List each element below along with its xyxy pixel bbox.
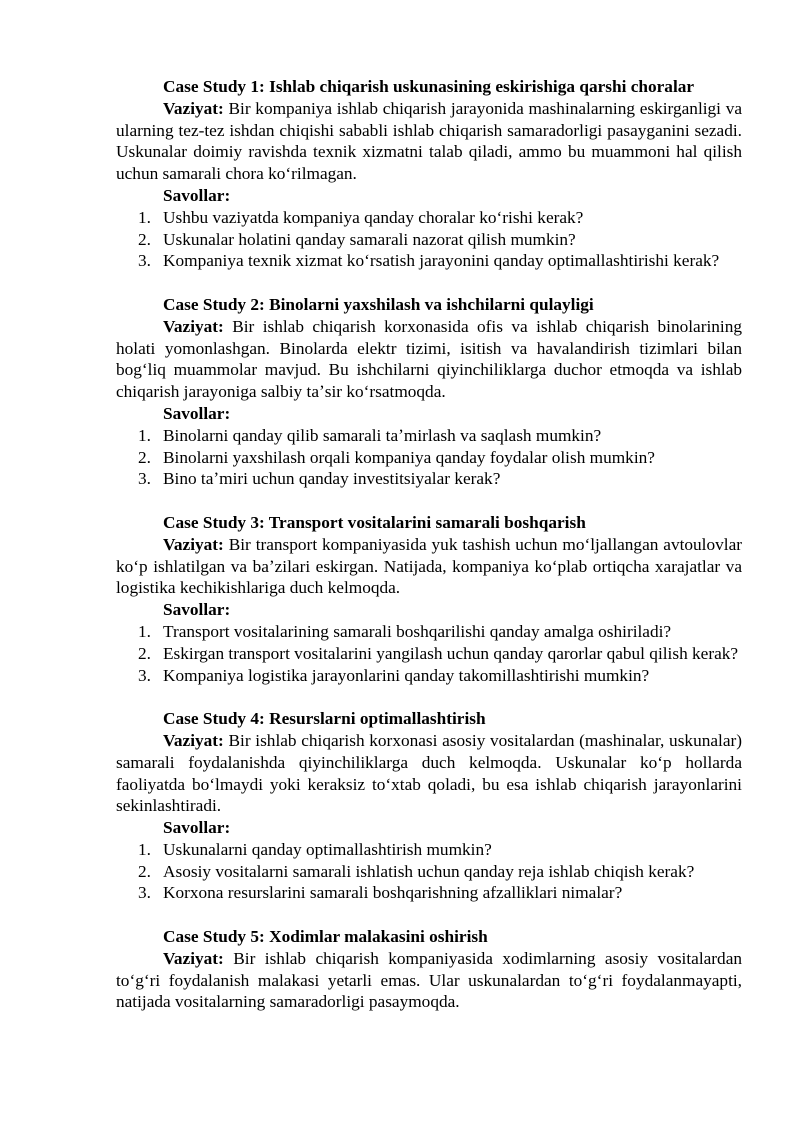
- question-number: 1.: [138, 207, 151, 227]
- situation-label: Vaziyat:: [163, 948, 224, 968]
- question-item: [116, 229, 742, 251]
- question-number: 2.: [138, 229, 151, 249]
- questions-label: Savollar:: [163, 818, 231, 838]
- document-page: [116, 76, 742, 1013]
- case-study-1: [116, 76, 742, 272]
- question-text: Binolarni qanday qilib samarali taʼmirlash va saqlash mumkin?: [163, 425, 602, 445]
- question-item: [116, 207, 742, 229]
- question-text: Asosiy vositalarni samarali ishlatish uchun qanday reja ishlab chiqish kerak?: [163, 861, 695, 881]
- case-study-2: [116, 294, 742, 490]
- case-study-title: Case Study 4: Resurslarni optimallashtirish: [163, 709, 486, 729]
- case-situation: [116, 316, 742, 403]
- question-item: [116, 621, 742, 643]
- case-situation: [116, 730, 742, 817]
- situation-label: Vaziyat:: [163, 534, 224, 554]
- question-number: 1.: [138, 425, 151, 445]
- questions-label: Savollar:: [163, 600, 231, 620]
- question-item: [116, 643, 742, 665]
- case-study-title: Case Study 3: Transport vositalarini samarali boshqarish: [163, 512, 586, 532]
- situation-text: Bir ishlab chiqarish kompaniyasida xodimlarning asosiy vositalardan toʻgʻri foydalanish malakasi yetarli emas. Ular uskunalardan toʻgʻri foydalanmayapti, natijada vositalarning samaradorligi pasaymoqda.: [116, 948, 743, 1012]
- question-item: [116, 468, 742, 490]
- question-item: [116, 447, 742, 469]
- question-text: Ushbu vaziyatda kompaniya qanday choralar koʻrishi kerak?: [163, 207, 584, 227]
- question-item: [116, 861, 742, 883]
- question-number: 3.: [138, 665, 151, 685]
- question-text: Kompaniya logistika jarayonlarini qanday takomillashtirishi mumkin?: [163, 665, 650, 685]
- question-text: Bino taʼmiri uchun qanday investitsiyalar kerak?: [163, 469, 501, 489]
- questions-list: [116, 207, 742, 272]
- case-study-5: [116, 926, 742, 1013]
- question-text: Transport vositalarining samarali boshqarilishi qanday amalga oshiriladi?: [163, 621, 672, 641]
- question-number: 3.: [138, 883, 151, 903]
- question-text: Uskunalar holatini qanday samarali nazorat qilish mumkin?: [163, 229, 576, 249]
- case-situation: [116, 948, 742, 1013]
- question-item: [116, 665, 742, 687]
- case-study-3: [116, 512, 742, 686]
- question-number: 2.: [138, 861, 151, 881]
- question-number: 1.: [138, 839, 151, 859]
- question-number: 1.: [138, 621, 151, 641]
- question-number: 2.: [138, 447, 151, 467]
- case-study-title: Case Study 1: Ishlab chiqarish uskunasining eskirishiga qarshi choralar: [163, 77, 695, 96]
- question-text: Korxona resurslarini samarali boshqarishning afzalliklari nimalar?: [163, 883, 623, 903]
- question-item: [116, 425, 742, 447]
- questions-list: [116, 425, 742, 490]
- case-study-title: Case Study 2: Binolarni yaxshilash va ishchilarni qulayligi: [163, 294, 594, 314]
- case-study-4: [116, 708, 742, 904]
- question-number: 3.: [138, 469, 151, 489]
- question-text: Eskirgan transport vositalarini yangilash uchun qanday qarorlar qabul qilish kerak?: [163, 643, 739, 663]
- situation-label: Vaziyat:: [163, 316, 224, 336]
- question-item: [116, 882, 742, 904]
- question-text: Kompaniya texnik xizmat koʻrsatish jarayonini qanday optimallashtirishi kerak?: [163, 251, 720, 271]
- questions-label: Savollar:: [163, 403, 231, 423]
- question-text: Binolarni yaxshilash orqali kompaniya qanday foydalar olish mumkin?: [163, 447, 655, 467]
- question-item: [116, 250, 742, 272]
- case-situation: [116, 98, 742, 185]
- questions-label: Savollar:: [163, 185, 231, 205]
- question-item: [116, 839, 742, 861]
- case-situation: [116, 534, 742, 599]
- question-number: 2.: [138, 643, 151, 663]
- situation-label: Vaziyat:: [163, 98, 224, 118]
- questions-list: [116, 621, 742, 686]
- questions-list: [116, 839, 742, 904]
- question-text: Uskunalarni qanday optimallashtirish mumkin?: [163, 839, 492, 859]
- situation-text: Bir kompaniya ishlab chiqarish jarayonida mashinalarning eskirganligi va ularning tez-tez ishdan chiqishi sababli ishlab chiqarish samaradorligi pasayganini sezadi. Uskunalar doimiy ravishda texnik xizmatni talab qiladi, ammo bu muammoni hal qilish uchun samarali chora koʻrilmagan.: [116, 98, 743, 184]
- question-number: 3.: [138, 251, 151, 271]
- situation-text: Bir ishlab chiqarish korxonasi asosiy vositalardan (mashinalar, uskunalar) samarali foydalanishda qiyinchiliklarga duch kelmoqda. Uskunalar koʻp hollarda faoliyatda boʻlmaydi yoki keraksiz toʻxtab qoladi, bu esa ishlab chiqarish jarayonlarini sekinlashtiradi.: [116, 730, 742, 816]
- situation-text: Bir transport kompaniyasida yuk tashish uchun moʻljallangan avtoulovlar koʻp ishlatilgan va baʼzilari eskirgan. Natijada, kompaniya koʻplab ortiqcha xarajatlar va logistika kechikishlariga duch kelmoqda.: [116, 534, 742, 598]
- situation-text: Bir ishlab chiqarish korxonasida ofis va ishlab chiqarish binolarining holati yomonlashgan. Binolarda elektr tizimi, isitish va havalandirish tizimlari bilan bogʻliq muammolar mavjud. Bu ishchilarni qiyinchiliklarga duchor etmoqda va ishlab chiqarish jarayoniga salbiy taʼsir koʻrsatmoqda.: [116, 316, 742, 402]
- case-study-title: Case Study 5: Xodimlar malakasini oshirish: [163, 927, 488, 947]
- situation-label: Vaziyat:: [163, 730, 224, 750]
